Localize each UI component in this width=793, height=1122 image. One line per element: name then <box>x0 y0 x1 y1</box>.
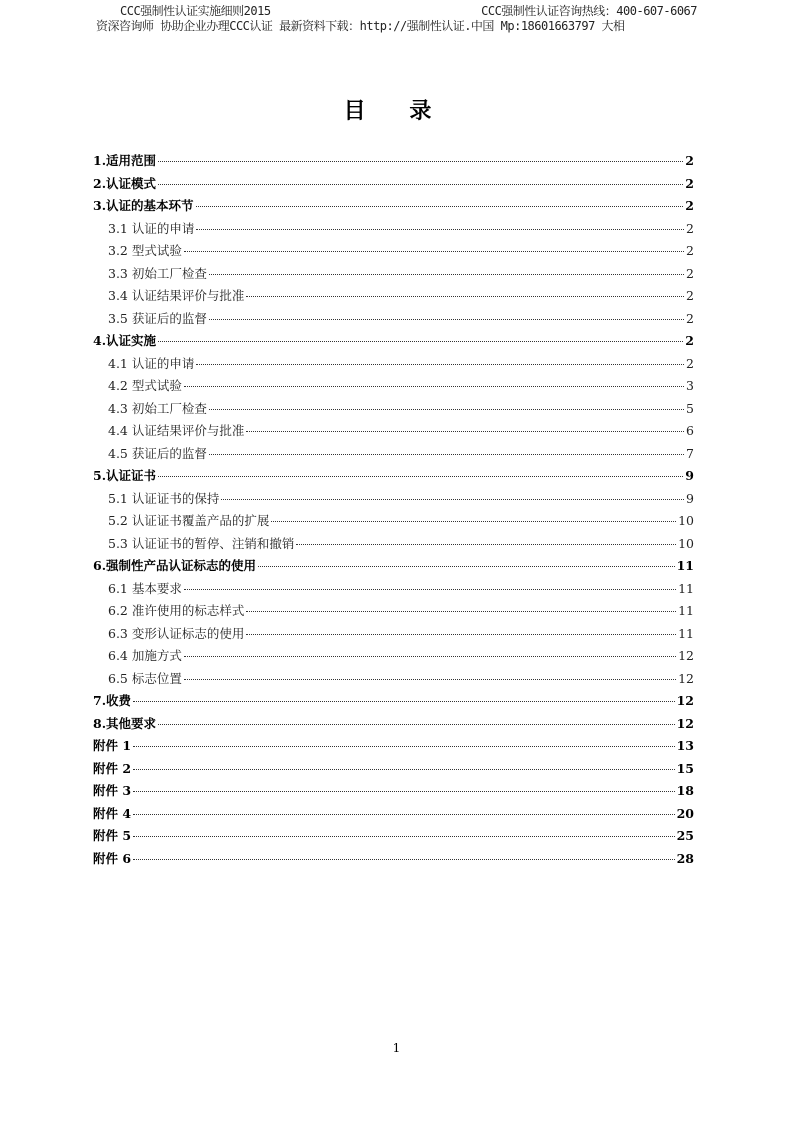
toc-entry[interactable] <box>93 196 694 219</box>
toc-entry[interactable] <box>93 556 694 579</box>
header-hotline: CCC强制性认证咨询热线：400-607-6067 <box>481 4 697 18</box>
toc-entry-title: 2.认证模式 <box>93 175 157 191</box>
toc-entry[interactable] <box>93 376 694 399</box>
toc-entry-title: 6.强制性产品认证标志的使用 <box>93 558 257 573</box>
dot-leader <box>296 544 676 545</box>
toc-entry-page: 11 <box>678 625 694 641</box>
toc-entry-title: 附件 3 <box>93 783 132 798</box>
toc-entry-title: 8.其他要求 <box>93 715 157 731</box>
toc-entry-title: 6.4 加施方式 <box>108 648 182 663</box>
dot-leader <box>133 836 675 837</box>
toc-entry[interactable] <box>93 601 694 624</box>
toc-entry-page: 10 <box>678 513 694 528</box>
dot-leader <box>158 161 683 162</box>
dot-leader <box>246 611 676 612</box>
dot-leader <box>158 724 675 725</box>
dot-leader <box>158 184 683 185</box>
toc-entry-page: 12 <box>678 670 694 686</box>
toc-entry[interactable] <box>93 399 694 422</box>
toc-entry-title: 3.5 获证后的监督 <box>108 310 207 326</box>
dot-leader <box>246 431 684 432</box>
header-left: CCC强制性认证实施细则2015 <box>120 4 271 18</box>
toc-entry-title: 4.4 认证结果评价与批准 <box>108 423 245 438</box>
toc-entry-title: 6.1 基本要求 <box>108 580 182 596</box>
toc-entry-title: 5.2 认证证书覆盖产品的扩展 <box>108 513 270 528</box>
toc-entry[interactable] <box>93 759 694 782</box>
toc-entry[interactable] <box>93 534 694 557</box>
dot-leader <box>221 499 684 500</box>
toc-entry[interactable] <box>93 309 694 332</box>
toc-entry-title: 4.5 获证后的监督 <box>108 445 207 461</box>
dot-leader <box>209 409 684 410</box>
toc-entry-page: 2 <box>686 243 694 258</box>
toc-entry-title: 4.2 型式试验 <box>108 378 182 393</box>
toc-entry[interactable] <box>93 826 694 849</box>
toc-entry-title: 3.认证的基本环节 <box>93 198 194 213</box>
dot-leader <box>184 589 676 590</box>
toc-entry[interactable] <box>93 579 694 602</box>
toc-entry[interactable] <box>93 421 694 444</box>
toc-entry-page: 12 <box>676 693 694 708</box>
toc-entry-title: 3.4 认证结果评价与批准 <box>108 288 245 303</box>
dot-leader <box>196 206 684 207</box>
toc-entry-title: 5.认证证书 <box>93 468 157 483</box>
toc-entry-page: 12 <box>676 715 694 731</box>
toc-entry-page: 13 <box>676 738 694 753</box>
toc-entry-page: 11 <box>678 603 694 618</box>
toc-entry-title: 3.2 型式试验 <box>108 243 182 258</box>
dot-leader <box>158 341 683 342</box>
toc-entry-page: 20 <box>676 805 694 821</box>
toc-entry-page: 15 <box>676 760 694 776</box>
dot-leader <box>258 566 675 567</box>
toc-entry[interactable] <box>93 444 694 467</box>
toc-entry[interactable] <box>93 781 694 804</box>
dot-leader <box>133 859 675 860</box>
toc-entry-title: 1.适用范围 <box>93 153 157 168</box>
toc-entry-page: 2 <box>686 310 694 326</box>
toc-entry-title: 3.1 认证的申请 <box>108 220 195 236</box>
toc-entry-title: 附件 1 <box>93 738 132 753</box>
toc-entry[interactable] <box>93 804 694 827</box>
toc-entry-page: 2 <box>685 153 694 168</box>
toc-entry-page: 12 <box>678 648 694 663</box>
toc-entry-page: 11 <box>678 580 694 596</box>
header-line2: 资深咨询师 协助企业办理CCC认证 最新资料下载：http://强制性认证.中国 Mp:18601663797 大相 <box>96 19 625 33</box>
toc-entry[interactable] <box>93 264 694 287</box>
toc-entry-page: 7 <box>686 445 694 461</box>
toc-entry[interactable] <box>93 489 694 512</box>
toc-entry-title: 6.3 变形认证标志的使用 <box>108 625 245 641</box>
toc-entry[interactable] <box>93 511 694 534</box>
toc-entry-title: 7.收费 <box>93 693 132 708</box>
dot-leader <box>184 679 676 680</box>
toc-entry[interactable] <box>93 714 694 737</box>
dot-leader <box>133 746 675 747</box>
dot-leader <box>196 364 684 365</box>
toc-entry-page: 10 <box>678 535 694 551</box>
dot-leader <box>133 769 675 770</box>
toc-entry-page: 2 <box>685 175 694 191</box>
dot-leader <box>184 386 684 387</box>
toc-entry[interactable] <box>93 691 694 714</box>
toc-entry-title: 5.1 认证证书的保持 <box>108 490 220 506</box>
dot-leader <box>133 791 675 792</box>
toc-entry-title: 6.5 标志位置 <box>108 670 182 686</box>
toc-entry[interactable] <box>93 646 694 669</box>
toc-entry[interactable] <box>93 669 694 692</box>
dot-leader <box>209 319 684 320</box>
toc-entry-title: 4.3 初始工厂检查 <box>108 400 207 416</box>
toc-entry-page: 28 <box>676 850 694 866</box>
toc-entry[interactable] <box>93 624 694 647</box>
toc-entry[interactable] <box>93 286 694 309</box>
toc-entry[interactable] <box>93 174 694 197</box>
toc-entry[interactable] <box>93 466 694 489</box>
toc-entry-title: 4.认证实施 <box>93 333 157 348</box>
toc-entry-page: 2 <box>686 288 694 303</box>
toc-entry-title: 3.3 初始工厂检查 <box>108 265 207 281</box>
toc-entry[interactable] <box>93 849 694 872</box>
toc-entry-title: 附件 4 <box>93 805 132 821</box>
dot-leader <box>271 521 676 522</box>
toc-entry-page: 6 <box>686 423 694 438</box>
toc-entry[interactable] <box>93 736 694 759</box>
dot-leader <box>196 229 684 230</box>
toc-entry-page: 9 <box>686 490 694 506</box>
page-number: 1 <box>392 1041 401 1055</box>
toc-entry-page: 25 <box>676 828 694 843</box>
toc-entry-page: 2 <box>685 333 694 348</box>
toc-entry-title: 附件 5 <box>93 828 132 843</box>
dot-leader <box>184 656 676 657</box>
toc-entry-page: 3 <box>686 378 694 393</box>
page-title: 目 录 <box>343 98 450 124</box>
dot-leader <box>209 274 684 275</box>
dot-leader <box>133 701 675 702</box>
toc-entry-title: 4.1 认证的申请 <box>108 355 195 371</box>
toc-entry-page: 2 <box>685 198 694 213</box>
toc-entry-page: 5 <box>686 400 694 416</box>
toc-entry-page: 2 <box>686 265 694 281</box>
toc-entry-title: 附件 6 <box>93 850 132 866</box>
toc-entry-title: 6.2 准许使用的标志样式 <box>108 603 245 618</box>
toc-entry[interactable] <box>93 151 694 174</box>
toc-entry-page: 11 <box>676 558 694 573</box>
toc-entry[interactable] <box>93 354 694 377</box>
toc-entry-page: 9 <box>685 468 694 483</box>
toc-entry[interactable] <box>93 331 694 354</box>
dot-leader <box>209 454 684 455</box>
dot-leader <box>158 476 683 477</box>
table-of-contents <box>93 151 694 871</box>
toc-entry-page: 2 <box>686 220 694 236</box>
toc-entry[interactable] <box>93 241 694 264</box>
dot-leader <box>133 814 675 815</box>
toc-entry-title: 附件 2 <box>93 760 132 776</box>
dot-leader <box>246 296 684 297</box>
toc-entry-page: 18 <box>676 783 694 798</box>
dot-leader <box>184 251 684 252</box>
toc-entry-title: 5.3 认证证书的暂停、注销和撤销 <box>108 535 295 551</box>
toc-entry-page: 2 <box>686 355 694 371</box>
toc-entry[interactable] <box>93 219 694 242</box>
dot-leader <box>246 634 676 635</box>
